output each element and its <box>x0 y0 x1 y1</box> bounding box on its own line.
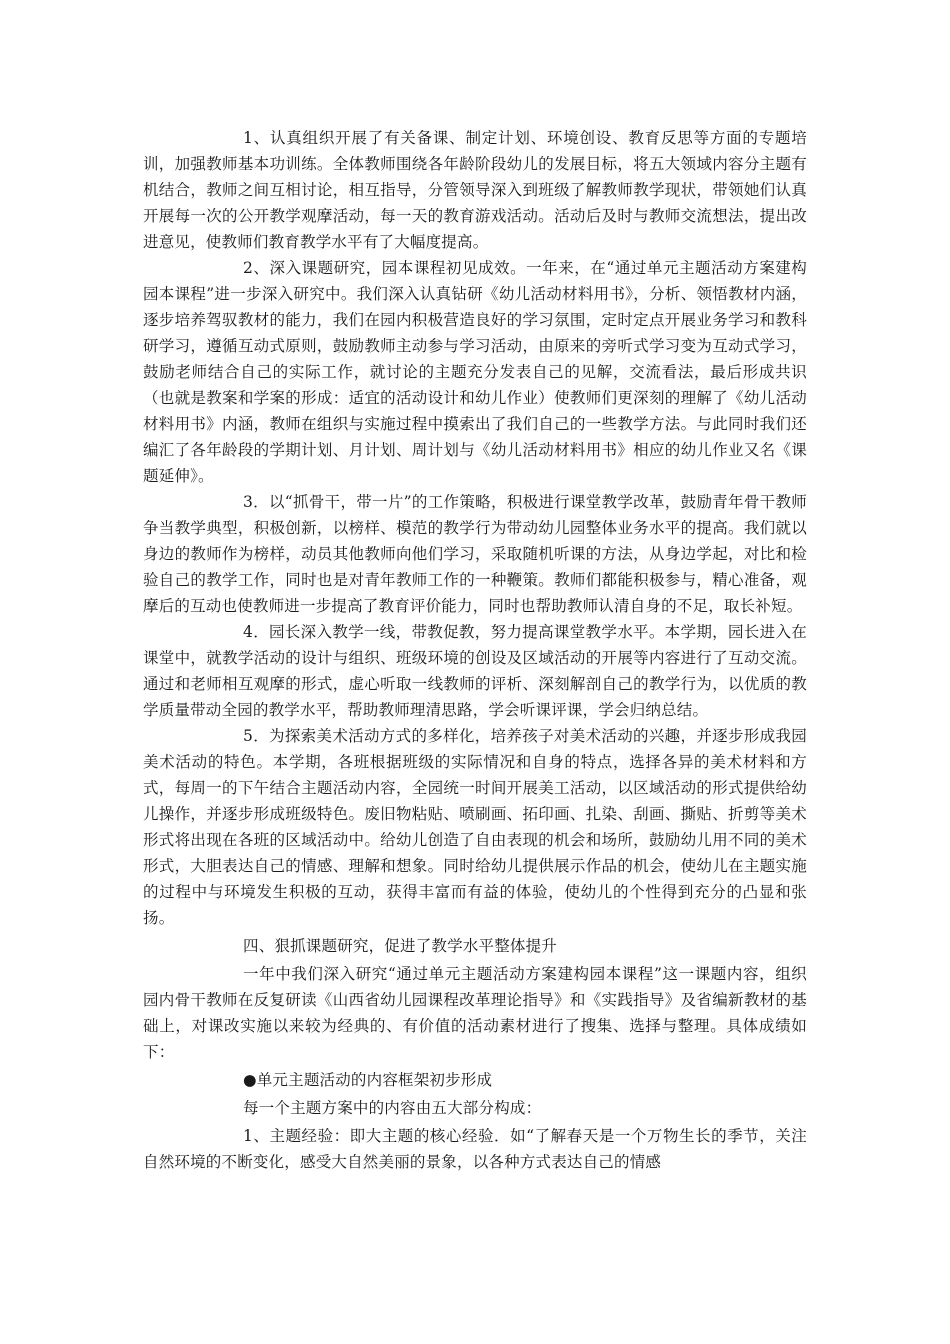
paragraph-principal: 4．园长深入教学一线，带教促教，努力提高课堂教学水平。本学期，园长进入在课堂中，就教学活动的设计与组织、班级环境的创设及区域活动的开展等内容进行了互动交流。通过和老师相互观摩的形式，虚心听取一线教师的评析、深刻解剖自己的教学行为，以优质的教学质量带动全园的教学水平，帮助教师理清思路，学会听课评课，学会归纳总结。 <box>143 623 807 719</box>
paragraph-research: 2、深入课题研究，园本课程初见成效。一年来，在“通过单元主题活动方案建构园本课程”进一步深入研究中。我们深入认真钻研《幼儿活动材料用书》，分析、领悟教材内涵，逐步培养驾驭教材的能力，我们在园内积极营造良好的学习氛围，定时定点开展业务学习和教科研学习，遵循互动式原则，鼓励教师主动参与学习活动，由原来的旁听式学习变为互动式学习，鼓励老师结合自己的实际工作，就讨论的主题充分发表自己的见解，交流看法，最后形成共识（也就是教案和学案的形成：适宜的活动设计和幼儿作业）使教师们更深刻的理解了《幼儿活动材料用书》内涵，教师在组织与实施过程中摸索出了我们自己的一些教学方法。与此同时我们还编汇了各年龄段的学期计划、月计划、周计划与《幼儿活动材料用书》相应的幼儿作业又名《课题延伸》。 <box>143 259 807 485</box>
paragraph-training: 1、认真组织开展了有关备课、制定计划、环境创设、教育反思等方面的专题培训，加强教师基本功训练。全体教师围绕各年龄阶段幼儿的发展目标，将五大领域内容分主题有机结合，教师之间互相讨论，相互指导，分管领导深入到班级了解教师教学现状，带领她们认真开展每一次的公开教学观摩活动，每一天的教育游戏活动。活动后及时与教师交流想法，提出改进意见，使教师们教育教学水平有了大幅度提高。 <box>143 129 807 251</box>
paragraph-art-activities: 5．为探索美术活动方式的多样化，培养孩子对美术活动的兴趣，并逐步形成我园美术活动的特色。本学期，各班根据班级的实际情况和自身的特点，选择各异的美术材料和方式，每周一的下午结合主题活动内容，全园统一时间开展美工活动，以区域活动的形式提供给幼儿操作，并逐步形成班级特色。废旧物粘贴、喷刷画、拓印画、扎染、刮画、撕贴、折剪等美术形式将出现在各班的区域活动中。给幼儿创造了自由表现的机会和场所，鼓励幼儿用不同的美术形式，大胆表达自己的情感、理解和想象。同时给幼儿提供展示作品的机会，使幼儿在主题实施的过程中与环境发生积极的互动，获得丰富而有益的体验，使幼儿的个性得到充分的凸显和张扬。 <box>143 727 807 927</box>
paragraph-structure: 每一个主题方案中的内容由五大部分构成： <box>243 1099 542 1117</box>
bullet-heading: ●单元主题活动的内容框架初步形成 <box>243 1071 493 1089</box>
paragraph-backbone-teachers: 3．以“抓骨干，带一片”的工作策略，积极进行课堂教学改革，鼓励青年骨干教师争当教学典型，积极创新，以榜样、模范的教学行为带动幼儿园整体业务水平的提高。我们就以身边的教师作为榜样，动员其他教师向他们学习，采取随机听课的方法，从身边学起，对比和检验自己的教学工作，同时也是对青年教师工作的一种鞭策。教师们都能积极参与，精心准备，观摩后的互动也使教师进一步提高了教育评价能力，同时也帮助教师认清自身的不足，取长补短。 <box>143 493 807 615</box>
paragraph-topic-research: 一年中我们深入研究“通过单元主题活动方案建构园本课程”这一课题内容，组织园内骨干教师在反复研读《山西省幼儿园课程改革理论指导》和《实践指导》及省编新教材的基础上，对课改实施以来较为经典的、有价值的活动素材进行了搜集、选择与整理。具体成绩如下： <box>143 965 807 1061</box>
document-body <box>143 125 807 1175</box>
section-heading: 四、狠抓课题研究，促进了教学水平整体提升 <box>243 937 558 955</box>
paragraph-theme-experience: 1、主题经验：即大主题的核心经验．如“了解春天是一个万物生长的季节，关注自然环境的不断变化，感受大自然美丽的景象，以各种方式表达自己的情感 <box>143 1127 807 1171</box>
